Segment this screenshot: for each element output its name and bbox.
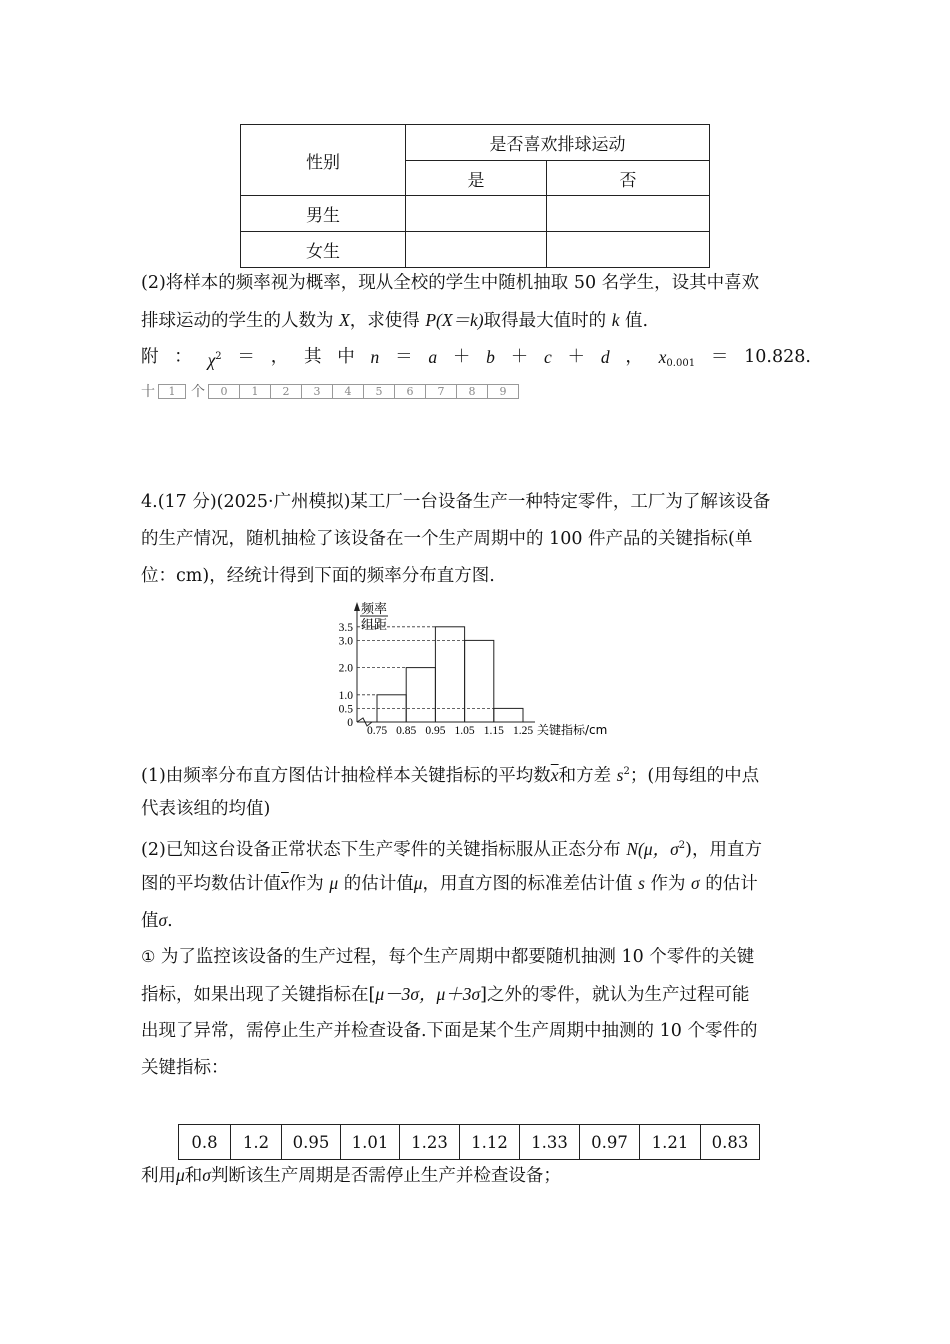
histogram-bar — [377, 695, 406, 722]
measurement-cell: 0.97 — [580, 1125, 640, 1160]
header-like-volleyball: 是否喜欢排球运动 — [406, 125, 710, 161]
measurement-cell: 1.23 — [400, 1125, 460, 1160]
x-tick-label: 1.15 — [483, 725, 504, 737]
histogram-bar — [465, 640, 494, 722]
histogram-bar — [435, 627, 464, 722]
measurement-cell: 0.95 — [282, 1125, 341, 1160]
measurement-cell: 1.21 — [640, 1125, 701, 1160]
q4-part2-1-line2: 指标，如果出现了关键指标在[μ－3σ，μ＋3σ]之外的零件，就认为生产过程可能 — [141, 984, 750, 1005]
digit-box: 1 — [240, 384, 271, 399]
q3-part2-line2: 排球运动的学生的人数为 X，求使得 P(X＝k)取得最大值时的 k 值. — [141, 310, 649, 331]
x-axis-label: 关键指标/cm — [537, 723, 608, 737]
y-label-top: 频率 — [361, 602, 388, 617]
measurement-cell: 0.83 — [701, 1125, 760, 1160]
x-tick-label: 1.05 — [454, 725, 475, 737]
measurement-cell: 1.01 — [341, 1125, 400, 1160]
x-tick-label: 1.25 — [512, 725, 534, 737]
q4-line2: 的生产情况，随机抽检了该设备在一个生产周期中的 100 件产品的关键指标(单 — [141, 529, 753, 549]
digit-box: 6 — [395, 384, 426, 399]
q4-part1-line1: (1)由频率分布直方图估计抽检样本关键指标的平均数$\overline{x}$和方差 $s^2$；(用每组的中点 — [141, 765, 760, 786]
y-tick-label: 0.5 — [338, 703, 353, 716]
header-yes: 是 — [406, 161, 547, 196]
q4-part2-1-line4: 关键指标： — [141, 1058, 229, 1078]
digit-box: 2 — [271, 384, 302, 399]
q4-line3: 位：cm)，经统计得到下面的频率分布直方图. — [141, 566, 495, 586]
x-tick-label: 0.75 — [366, 725, 388, 737]
y-tick-label: 1.0 — [338, 689, 353, 702]
histogram-bar — [406, 668, 435, 722]
y-tick-label: 3.5 — [338, 621, 353, 634]
y-tick-label: 3.0 — [338, 635, 353, 648]
frequency-histogram — [325, 595, 635, 740]
measurement-cell: 1.2 — [231, 1125, 282, 1160]
row-label-male: 男生 — [241, 196, 406, 232]
row-label-female: 女生 — [241, 232, 406, 268]
q4-part2-line3: 值σ. — [141, 910, 173, 931]
y-tick-label: 2.0 — [338, 662, 353, 675]
table-cell — [547, 232, 710, 268]
header-gender: 性别 — [241, 125, 406, 196]
q4-part2-1-line3: 出现了异常，需停止生产并检查设备.下面是某个生产周期中抽测的 10 个零件的 — [141, 1021, 758, 1041]
q4-part2-1-line1: ① 为了监控该设备的生产过程，每个生产周期中都要随机抽测 10 个零件的关键 — [141, 947, 755, 967]
digit-box: 4 — [333, 384, 364, 399]
measurement-cell: 0.8 — [179, 1125, 231, 1160]
measurement-cell: 1.12 — [460, 1125, 520, 1160]
digit-box: 3 — [302, 384, 333, 399]
x-tick-label: 0.95 — [425, 725, 446, 737]
y-tick-label: 0 — [347, 717, 353, 729]
q4-part1-line2: 代表该组的均值) — [141, 799, 271, 819]
y-label-bottom: 组距 — [361, 618, 388, 633]
q4-part2-line2: 图的平均数估计值$\overline{x}$作为 μ 的估计值μ，用直方图的标准差估计值 s 作为 σ 的估计 — [141, 873, 758, 894]
digit-scale: 十 1 个 0 1 2 3 4 5 6 7 8 9 — [141, 381, 519, 401]
final-instruction: 利用μ和σ判断该生产周期是否需停止生产并检查设备； — [141, 1165, 561, 1186]
x-tick-label: 0.85 — [396, 725, 417, 737]
measurement-cell: 1.33 — [520, 1125, 580, 1160]
measurements-table — [178, 1124, 760, 1160]
q4-part2-line1: (2)已知这台设备正常状态下生产零件的关键指标服从正态分布 N(μ，$\sigma^2$)，用直方 — [141, 839, 762, 860]
digit-box: 8 — [457, 384, 488, 399]
table-cell — [547, 196, 710, 232]
chi-square-formula: 附 ： $\chi^2$ ＝ ， 其 中 n ＝ a ＋ b ＋ c ＋ d ， $x_{0.001}$ ＝ 10.828. — [141, 347, 811, 370]
histogram-bar — [494, 708, 523, 722]
header-no: 否 — [547, 161, 710, 196]
digit-box: 7 — [426, 384, 457, 399]
gender-volleyball-table — [240, 124, 710, 268]
digit-box: 5 — [364, 384, 395, 399]
digit-box: 9 — [488, 384, 519, 399]
table-cell — [406, 232, 547, 268]
q3-part2-line1: (2)将样本的频率视为概率，现从全校的学生中随机抽取 50 名学生，设其中喜欢 — [141, 273, 760, 293]
digit-box: 0 — [208, 384, 240, 399]
table-cell — [406, 196, 547, 232]
q4-line1: 4.(17 分)(2025·广州模拟)某工厂一台设备生产一种特定零件，工厂为了解该设备 — [141, 492, 771, 512]
